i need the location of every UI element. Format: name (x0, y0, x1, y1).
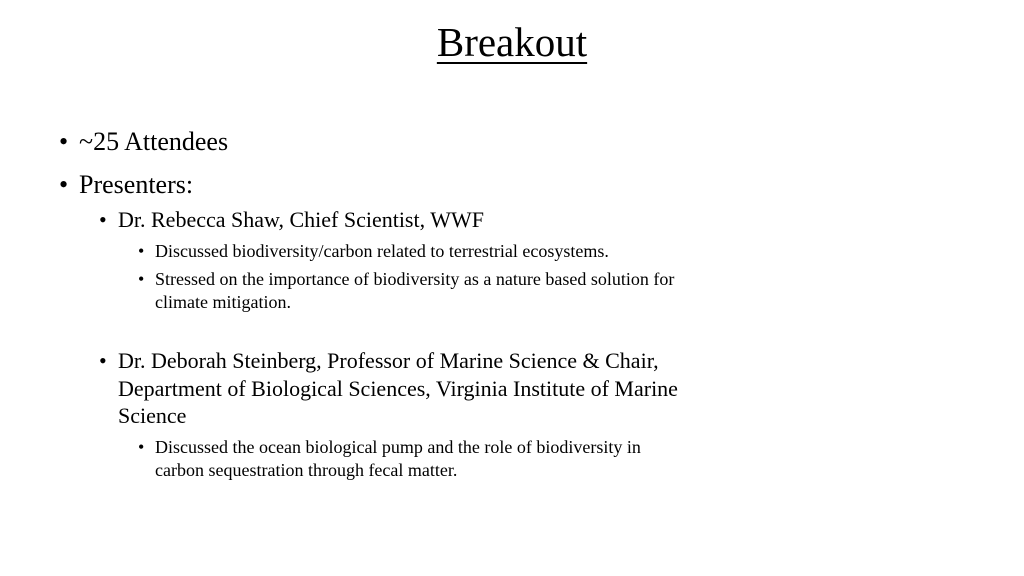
presenter-name: Dr. Deborah Steinberg, Professor of Marine Science & Chair, Department of Biological Sciences, Virginia Institute of Marine Science (118, 348, 678, 428)
presenter-steinberg-point (138, 436, 655, 482)
point-text: Discussed biodiversity/carbon related to terrestrial ecosystems. (155, 241, 609, 261)
presenter-name: Dr. Rebecca Shaw, Chief Scientist, WWF (118, 207, 484, 232)
presenter-shaw-point (138, 240, 695, 263)
bullet-text: Presenters: (79, 170, 194, 199)
bullet-dot: • (99, 348, 107, 373)
presenter-shaw (99, 206, 698, 234)
presenter-steinberg (99, 347, 688, 430)
bullet-dot: • (138, 437, 145, 457)
point-text: Stressed on the importance of biodiversity as a nature based solution for climate mitigation. (155, 269, 675, 312)
bullet-dot: • (59, 170, 69, 199)
point-text: Discussed the ocean biological pump and the role of biodiversity in carbon sequestration through fecal matter. (155, 437, 641, 480)
bullet-dot: • (138, 241, 145, 261)
bullet-dot: • (59, 127, 69, 156)
slide-title: Breakout (436, 19, 588, 65)
bullet-text: ~25 Attendees (79, 127, 229, 156)
bullet-dot: • (138, 269, 145, 289)
presenter-shaw-point (138, 268, 675, 314)
bullet-attendees (59, 127, 228, 157)
bullet-dot: • (99, 207, 107, 232)
bullet-presenters (59, 170, 193, 200)
